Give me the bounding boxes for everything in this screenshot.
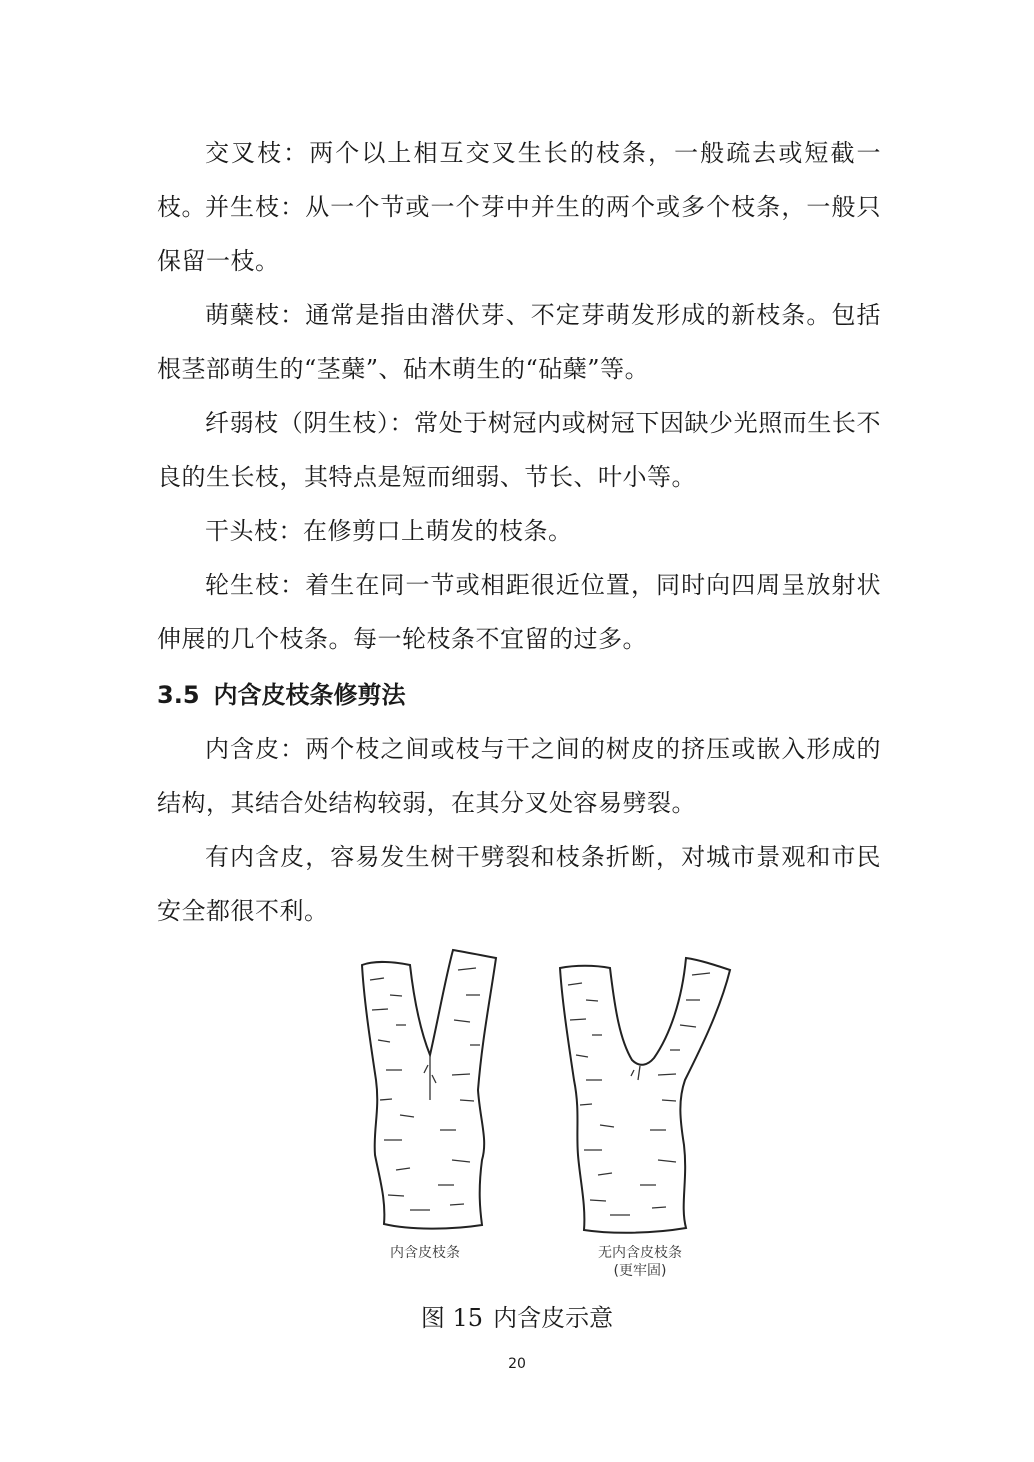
paragraph-cross-branch: 交叉枝：两个以上相互交叉生长的枝条，一般疏去或短截一枝。 xyxy=(157,139,881,221)
included-bark-trunk-drawing xyxy=(362,950,496,1229)
paragraph-stub-branch: 干头枝：在修剪口上萌发的枝条。 xyxy=(205,517,573,545)
paragraph-parallel-branch: 并生枝：从一个节或一个芽中并生的两个或多个枝条，一般只保留一枝。 xyxy=(157,193,881,275)
figure-caption xyxy=(0,1300,1034,1336)
no-included-bark-label: 无内含皮枝条 xyxy=(598,1245,682,1261)
paragraph-included-bark-definition: 内含皮：两个枝之间或枝与干之间的树皮的挤压或嵌入形成的结构，其结合处结构较弱，在其分叉处容易劈裂。 xyxy=(157,735,881,817)
section-title: 内含皮枝条修剪法 xyxy=(213,681,406,709)
paragraph-weak-branch: 纤弱枝（阴生枝）：常处于树冠内或树冠下因缺少光照而生长不良的生长枝，其特点是短而细弱、节长、叶小等。 xyxy=(157,409,881,491)
section-heading xyxy=(157,668,406,722)
paragraph-included-bark-risk: 有内含皮，容易发生树干劈裂和枝条折断，对城市景观和市民安全都很不利。 xyxy=(157,843,881,925)
included-bark-label: 内含皮枝条 xyxy=(390,1245,460,1261)
paragraph-sucker-branch: 萌蘖枝：通常是指由潜伏芽、不定芽萌发形成的新枝条。包括根茎部萌生的“茎蘖”、砧木萌生的“砧蘖”等。 xyxy=(157,301,881,383)
included-bark-figure xyxy=(340,940,760,1280)
section-number: 3.5 xyxy=(157,681,200,709)
page-number: 20 xyxy=(508,1356,526,1372)
no-included-bark-sublabel: (更牢固) xyxy=(613,1263,667,1279)
figure-caption-number: 图 15 xyxy=(420,1304,484,1332)
paragraph-whorled-branch: 轮生枝：着生在同一节或相距很近位置，同时向四周呈放射状伸展的几个枝条。每一轮枝条不宜留的过多。 xyxy=(157,571,881,653)
figure-caption-text: 内含皮示意 xyxy=(493,1304,614,1332)
branch-illustration xyxy=(340,940,760,1240)
no-included-bark-trunk-drawing xyxy=(560,958,730,1233)
